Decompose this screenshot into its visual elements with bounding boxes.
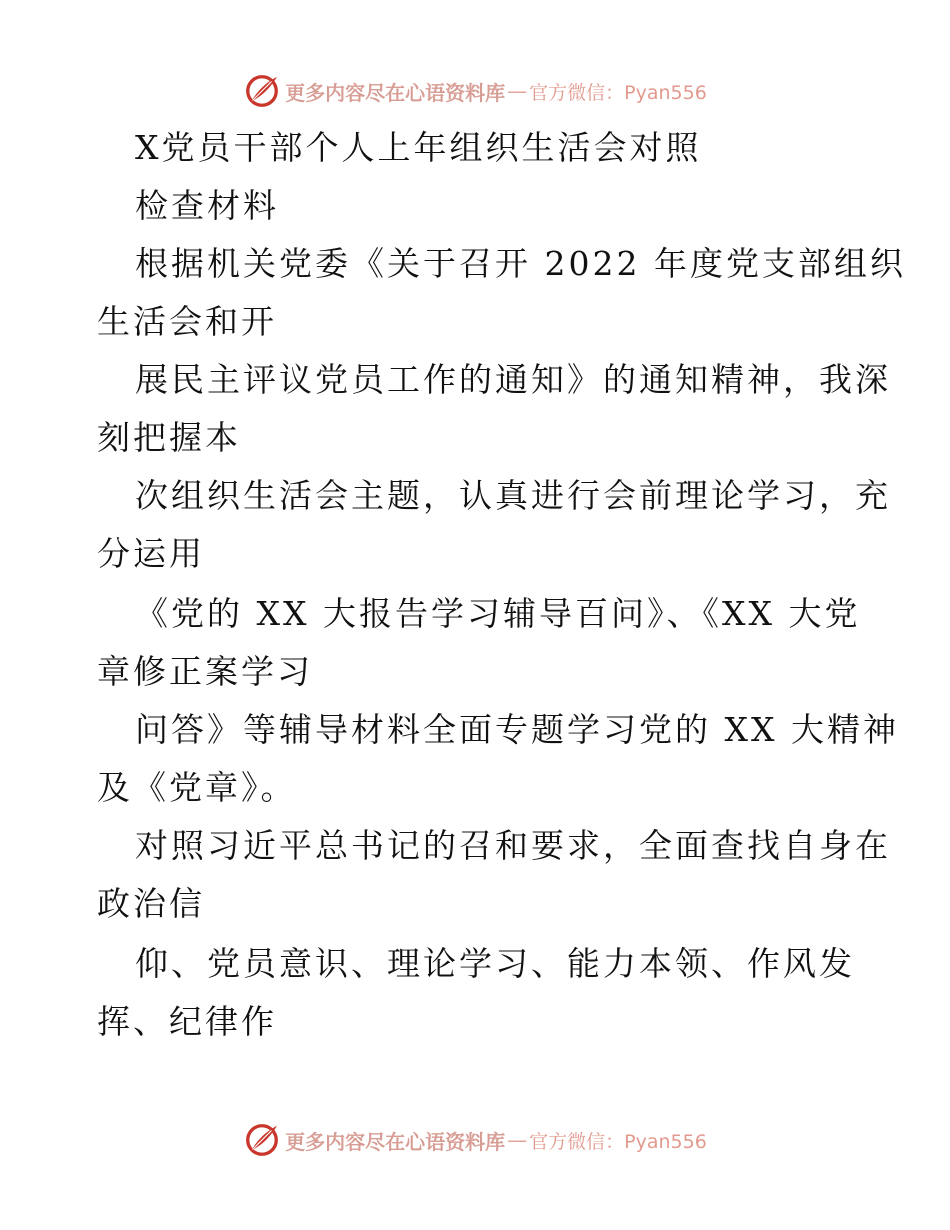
- paragraph-line: 《党的 XX 大报告学习辅导百问》、《XX 大党: [135, 594, 861, 633]
- document-title-line-1: X党员干部个人上年组织生活会对照: [135, 128, 702, 167]
- watermark-dash: —: [507, 1128, 528, 1152]
- paragraph-line: 仰、党员意识、理论学习、能力本领、作风发: [135, 944, 855, 983]
- watermark-wechat-text: 官方微信：Pyan556: [529, 81, 707, 104]
- paragraph-line: 对照习近平总书记的召和要求，全面查找自身在: [135, 826, 891, 865]
- watermark-site-text: 更多内容尽在心语资料库: [285, 1129, 506, 1154]
- watermark-wechat-text: 官方微信：Pyan556: [529, 1130, 707, 1153]
- document-title-line-2: 检查材料: [135, 186, 279, 225]
- feather-pen-logo-icon: [243, 72, 281, 110]
- paragraph-line: 及《党章》。: [97, 768, 297, 807]
- paragraph-line: 生活会和开: [97, 302, 277, 341]
- watermark-footer: [0, 1118, 950, 1162]
- paragraph-line: 刻把握本: [97, 418, 241, 457]
- paragraph-line: 次组织生活会主题，认真进行会前理论学习，充: [135, 476, 891, 515]
- watermark-header: [0, 69, 950, 113]
- feather-pen-logo-icon: [243, 1121, 281, 1159]
- paragraph-line: 政治信: [97, 884, 205, 923]
- watermark-site-text: 更多内容尽在心语资料库: [285, 80, 506, 105]
- paragraph-line: 根据机关党委《关于召开 2022 年度党支部组织: [135, 244, 906, 283]
- paragraph-line: 展民主评议党员工作的通知》的通知精神，我深: [135, 360, 891, 399]
- watermark-dash: —: [507, 79, 528, 103]
- paragraph-line: 问答》等辅导材料全面专题学习党的 XX 大精神: [135, 710, 899, 749]
- paragraph-line: 分运用: [97, 534, 205, 573]
- paragraph-line: 挥、纪律作: [97, 1002, 277, 1041]
- paragraph-line: 章修正案学习: [97, 652, 313, 691]
